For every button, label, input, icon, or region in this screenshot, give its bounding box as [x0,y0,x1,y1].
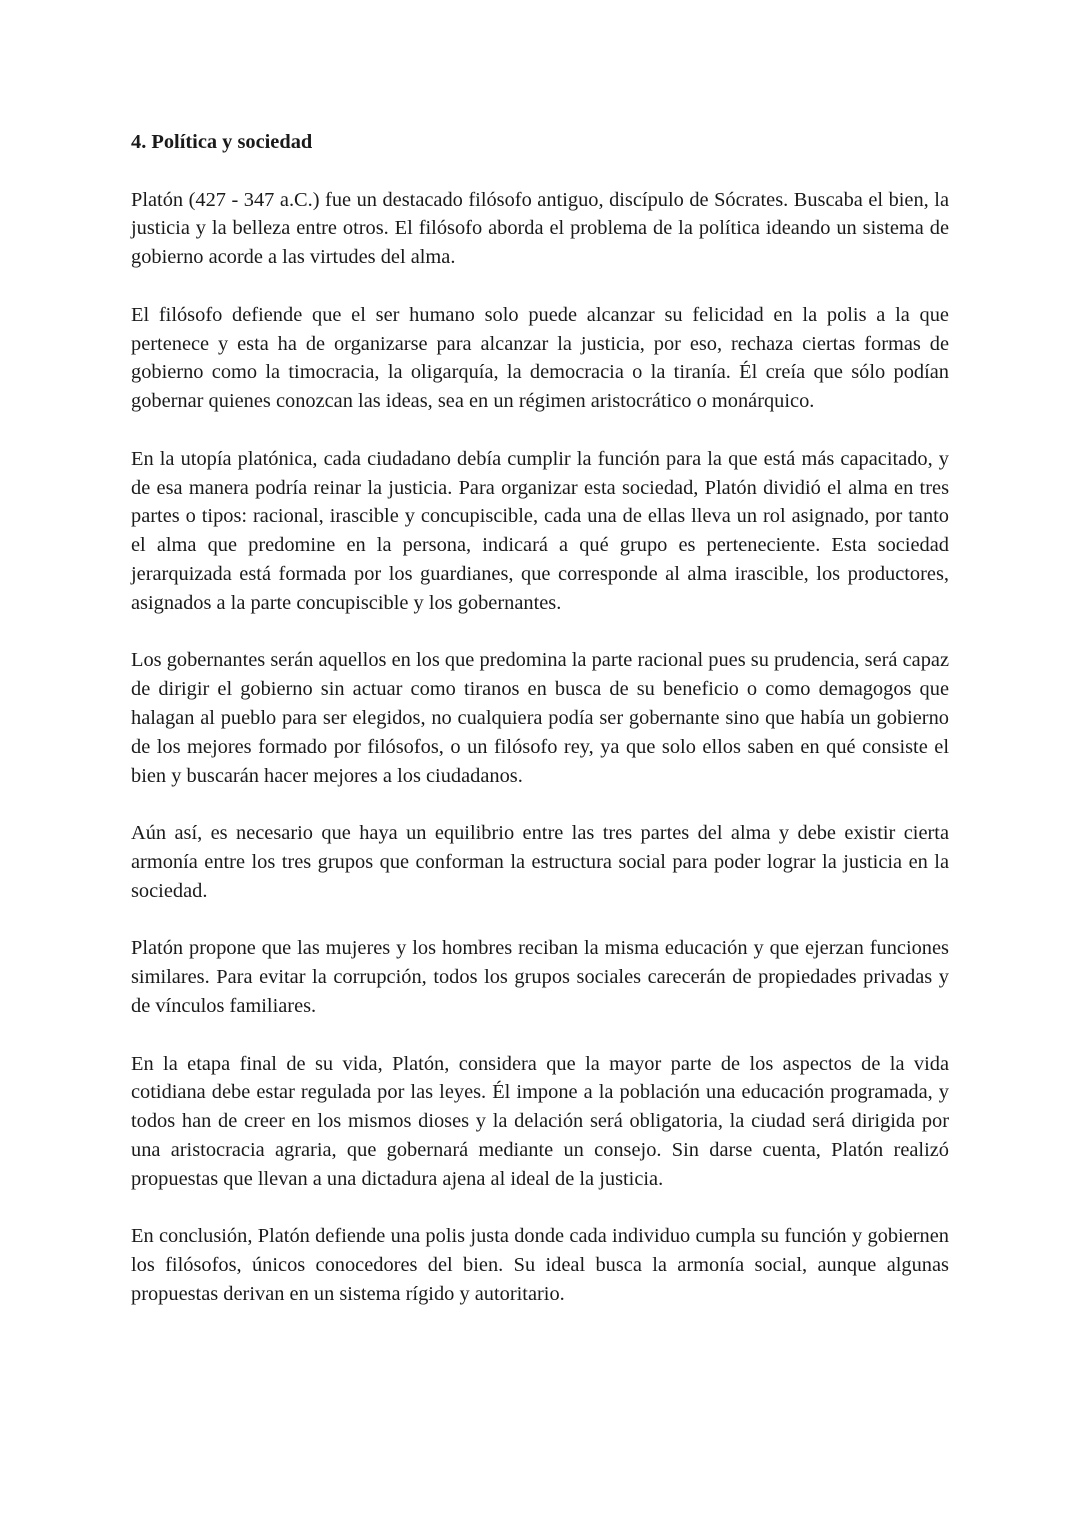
paragraph-utopia: En la utopía platónica, cada ciudadano debía cumplir la función para la que está más capacitado, y de esa manera podría reinar la justicia. Para organizar esta sociedad, Platón dividió el alma en tres partes o tipos: racional, irascible y concupiscible, cada una de ellas lleva un rol asignado, por tanto el alma que predomine en la persona, indicará a qué grupo es perteneciente. Esta sociedad jerarquizada está formada por los guardianes, que corresponde al alma irascible, los productores, asignados a la parte concupiscible y los gobernantes. [131,447,949,614]
paragraph-polis: El filósofo defiende que el ser humano solo puede alcanzar su felicidad en la polis a la que pertenece y esta ha de organizarse para alcanzar la justicia, por eso, rechaza ciertas formas de gobierno como la timocracia, la oligarquía, la democracia o la tiranía. Él creía que sólo podían gobernar quienes conozcan las ideas, sea en un régimen aristocrático o monárquico. [131,303,949,413]
paragraph-etapa-final: En la etapa final de su vida, Platón, considera que la mayor parte de los aspectos de la vida cotidiana debe estar regulada por las leyes. Él impone a la población una educación programada, y todos han de creer en los mismos dioses y la delación será obligatoria, la ciudad será dirigida por una aristocracia agraria, que gobernará mediante un consejo. Sin darse cuenta, Platón realizó propuestas que llevan a una dictadura ajena al ideal de la justicia. [131,1052,949,1190]
document-page [131,128,949,1337]
paragraph-gobernantes: Los gobernantes serán aquellos en los que predomina la parte racional pues su prudencia, será capaz de dirigir el gobierno sin actuar como tiranos en busca de su beneficio o como demagogos que halagan al pueblo para ser elegidos, no cualquiera podía ser gobernante sino que había un gobierno de los mejores formado por filósofos, o un filósofo rey, ya que solo ellos saben en qué consiste el bien y buscarán hacer mejores a los ciudadanos. [131,649,949,787]
paragraph-intro: Platón (427 - 347 a.C.) fue un destacado filósofo antiguo, discípulo de Sócrates. Buscaba el bien, la justicia y la belleza entre otros. El filósofo aborda el problema de la política ideando un sistema de gobierno acorde a las virtudes del alma. [131,188,949,269]
paragraph-educacion: Platón propone que las mujeres y los hombres reciban la misma educación y que ejerzan funciones similares. Para evitar la corrupción, todos los grupos sociales carecerán de propiedades privadas y de vínculos familiares. [131,937,949,1017]
section-title: 4. Política y sociedad [131,131,313,153]
paragraph-conclusion: En conclusión, Platón defiende una polis justa donde cada individuo cumpla su función y gobiernen los filósofos, únicos conocedores del bien. Su ideal busca la armonía social, aunque algunas propuestas derivan en un sistema rígido y autoritario. [131,1225,949,1305]
paragraph-equilibrio: Aún así, es necesario que haya un equilibrio entre las tres partes del alma y debe existir cierta armonía entre los tres grupos que conforman la estructura social para poder lograr la justicia en la sociedad. [131,822,949,902]
